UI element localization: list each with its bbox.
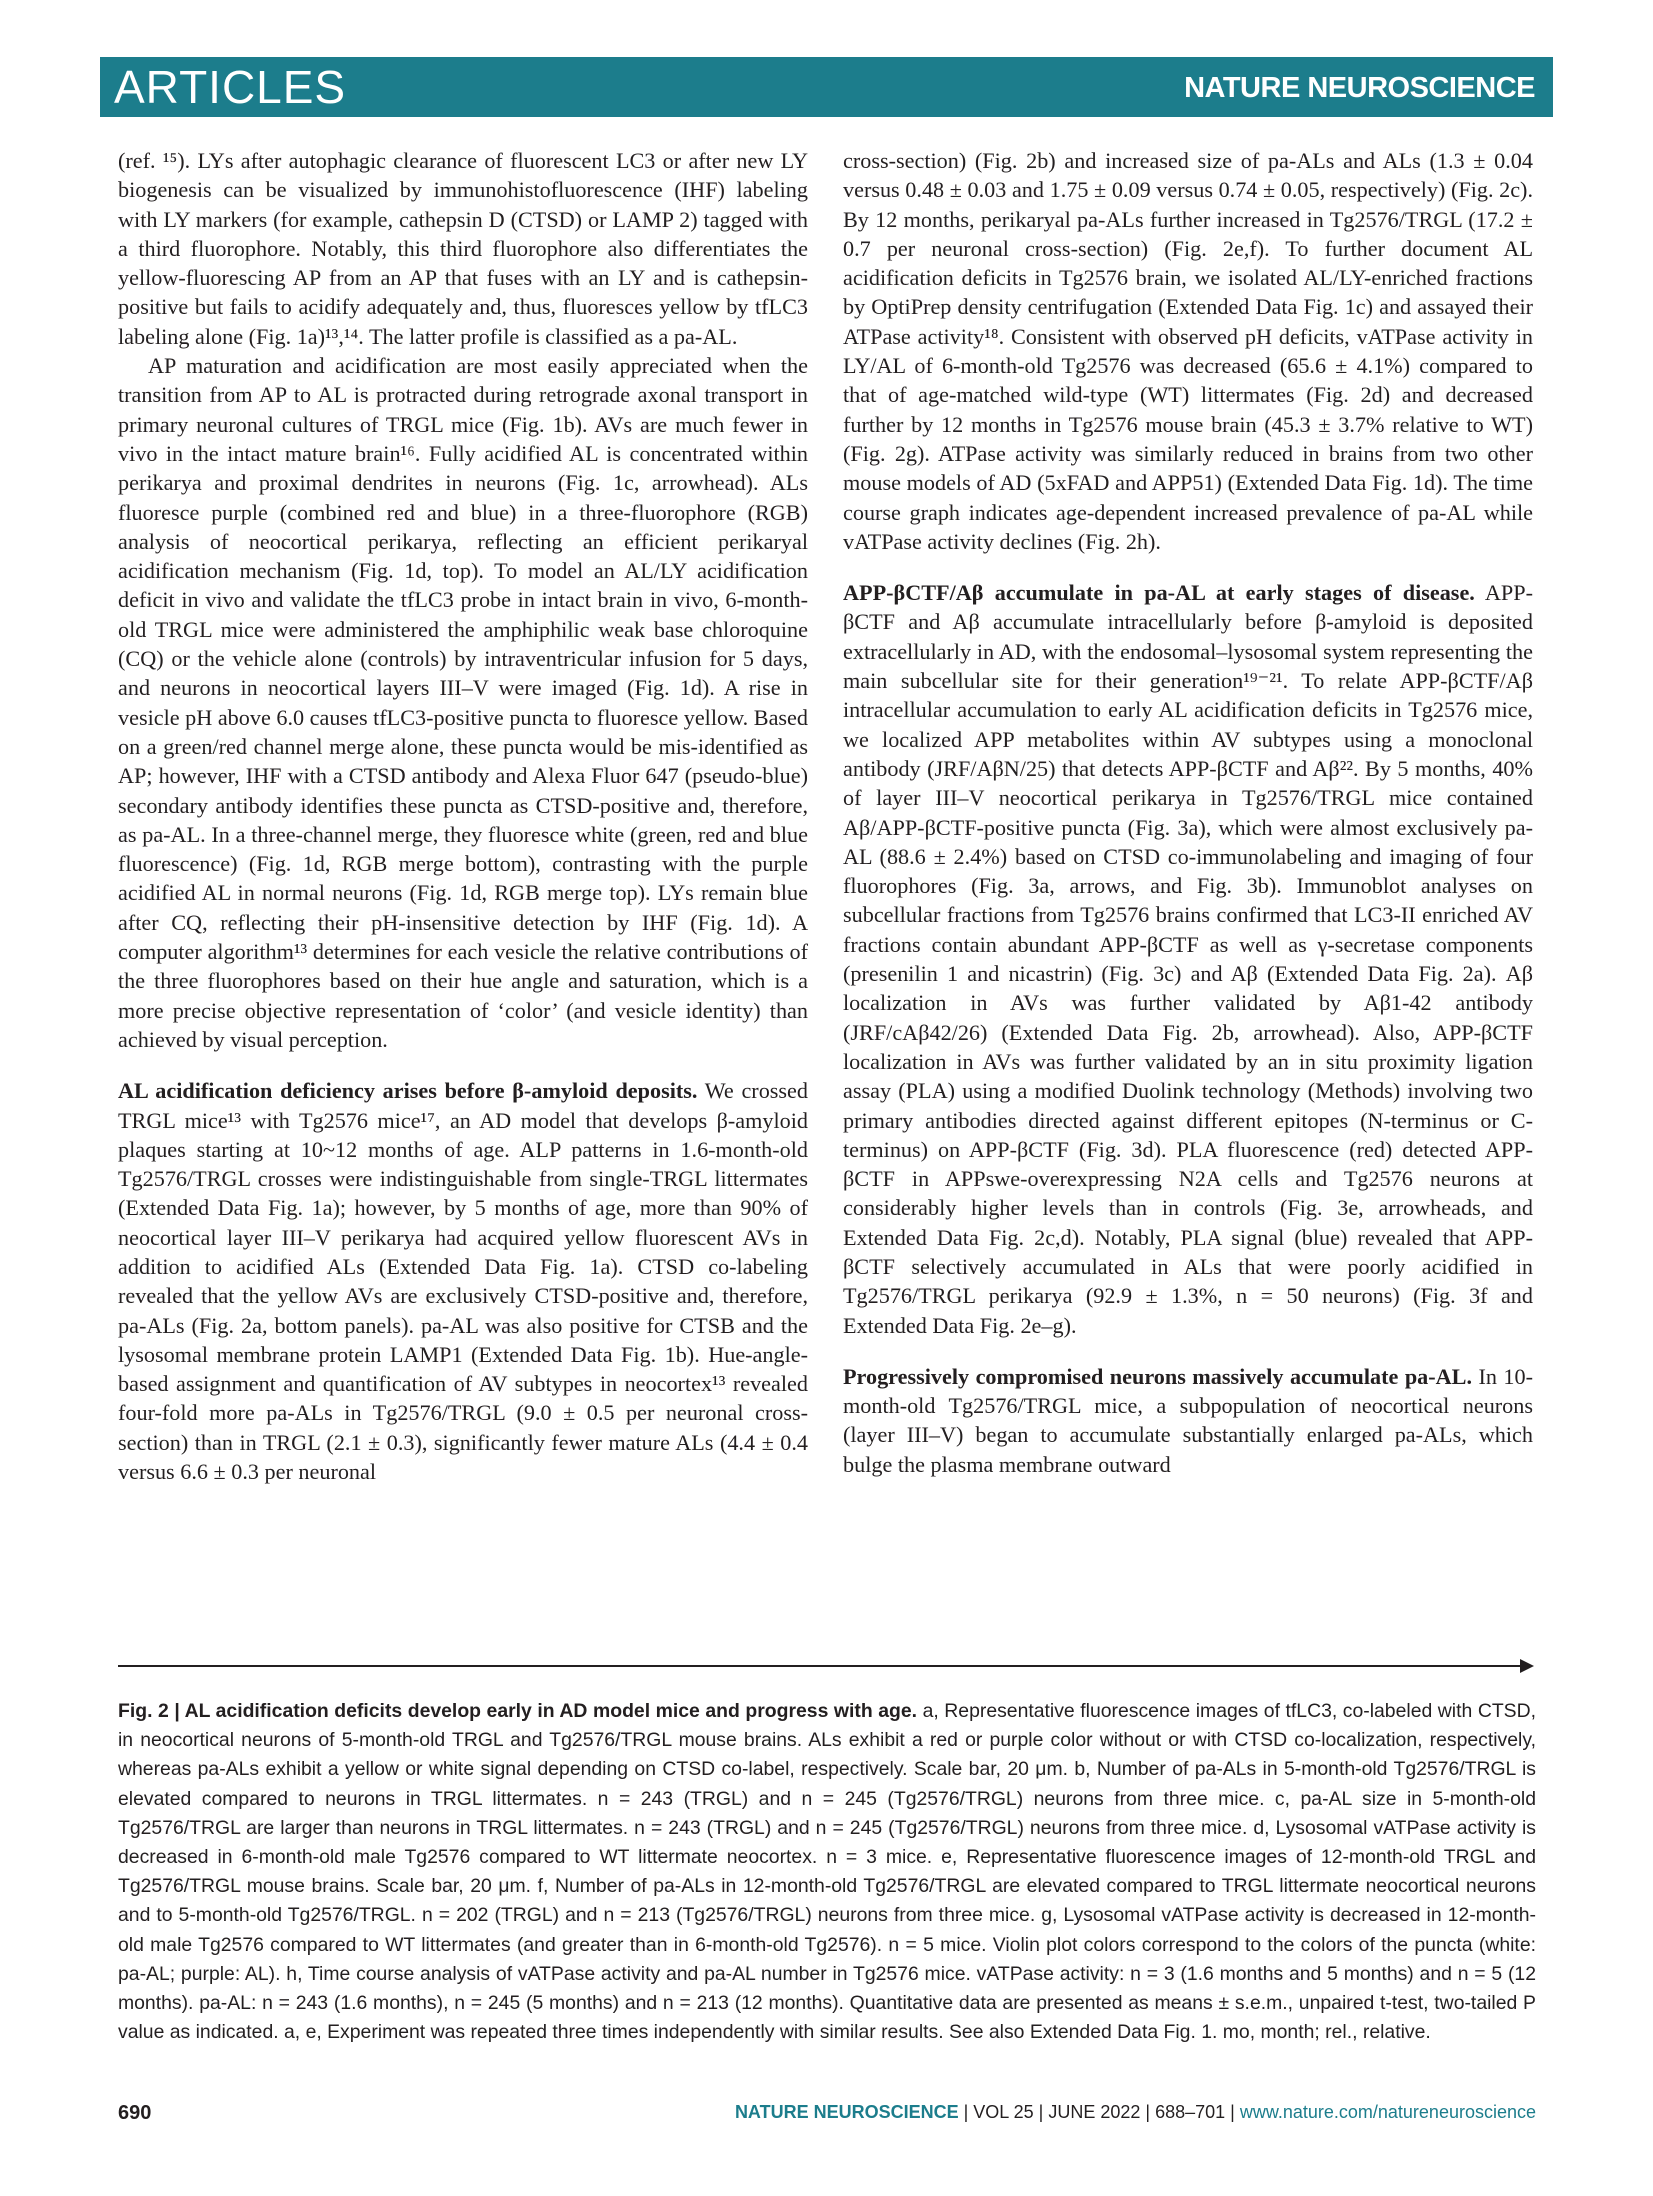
footer-journal: NATURE NEUROSCIENCE bbox=[734, 2102, 959, 2122]
paragraph: cross-section) (Fig. 2b) and increased size of pa-ALs and ALs (1.3 ± 0.04 versus 0.48 ± 0.03 and 1.75 ± 0.09 versus 0.74 ± 0.05, respectively) (Fig. 2c). By 12 months, perikaryal pa-ALs further increased in Tg2576/TRGL (17.2 ± 0.7 per neuronal cross-section) (Fig. 2e,f). To further document AL acidification deficits in Tg2576 brain, we isolated AL/LY-enriched fractions by OptiPrep density centrifugation (Extended Data Fig. 1c) and assayed their ATPase activity¹⁸. Consistent with observed pH deficits, vATPase activity in LY/AL of 6-month-old Tg2576 was decreased (65.6 ± 4.1%) compared to that of age-matched wild-type (WT) littermates (Fig. 2d) and decreased further by 12 months in Tg2576 mouse brain (45.3 ± 3.7% relative to WT) (Fig. 2g). ATPase activity was similarly reduced in brains from two other mouse models of AD (5xFAD and APP51) (Extended Data Fig. 1d). The time course graph indicates age-dependent increased prevalence of pa-AL while vATPase activity declines (Fig. 2h). bbox=[843, 148, 1533, 554]
paragraph-text: We crossed TRGL mice¹³ with Tg2576 mice¹⁷, an AD model that develops β-amyloid plaques starting at 10~12 months of age. ALP patterns in 1.6-month-old Tg2576/TRGL crosses were indistinguishable from single-TRGL littermates (Extended Data Fig. 1a); however, by 5 months of age, more than 90% of neocortical layer III–V perikarya had acquired yellow fluorescent AVs in addition to acidified ALs (Extended Data Fig. 1a). CTSD co-labeling revealed that the yellow AVs are exclusively CTSD-positive and, therefore, pa-ALs (Fig. 2a, bottom panels). pa-AL was also positive for CTSB and the lysosomal membrane protein LAMP1 (Extended Data Fig. 1b). Hue-angle-based assignment and quantification of AV subtypes in neocortex¹³ revealed four-fold more pa-ALs in Tg2576/TRGL (9.0 ± 0.5 per neuronal cross-section) than in TRGL (2.1 ± 0.3), significantly fewer mature ALs (4.4 ± 0.4 versus 6.6 ± 0.3 per neuronal bbox=[118, 1078, 808, 1485]
paragraph: (ref. ¹⁵). LYs after autophagic clearance of fluorescent LC3 or after new LY biogenesis can be visualized by immunohistofluorescence (IHF) labeling with LY markers (for example, cathepsin D (CTSD) or LAMP 2) tagged with a third fluorophore. Notably, this third fluorophore also differentiates the yellow-fluorescing AP from an AP that fuses with an LY and is cathepsin-positive but fails to acidify adequately and, thus, fluoresces yellow by tfLC3 labeling alone (Fig. 1a)¹³,¹⁴. The latter profile is classified as a pa-AL. bbox=[118, 148, 808, 349]
caption-title: Fig. 2 | AL acidification deficits develop early in AD model mice and progress with age. bbox=[118, 1700, 918, 1722]
section-paragraph bbox=[118, 1076, 808, 1486]
footer-issue: | VOL 25 | JUNE 2022 | 688–701 | bbox=[958, 2102, 1240, 2122]
caption-text: a, Representative fluorescence images of tfLC3, co-labeled with CTSD, in neocortical neurons of 5-month-old TRGL and Tg2576/TRGL mouse brains. ALs exhibit a red or purple color without or with CTSD co-localization, respectively, whereas pa-ALs exhibit a yellow or white signal depending on CTSD co-label, respectively. Scale bar, 20 μm. b, Number of pa-ALs in 5-month-old Tg2576/TRGL is elevated compared to neurons in TRGL littermates. n = 243 (TRGL) and n = 245 (Tg2576/TRGL) neurons from three mice. c, pa-AL size in 5-month-old Tg2576/TRGL are larger than neurons in TRGL littermates. n = 243 (TRGL) and n = 245 (Tg2576/TRGL) neurons from three mice. d, Lysosomal vATPase activity is decreased in 6-month-old male Tg2576 compared to WT littermate neocortex. n = 3 mice. e, Representative fluorescence images of 12-month-old TRGL and Tg2576/TRGL mouse brains. Scale bar, 20 μm. f, Number of pa-ALs in 12-month-old Tg2576/TRGL are elevated compared to TRGL littermate neocortical neurons and to 5-month-old Tg2576/TRGL. n = 202 (TRGL) and n = 213 (Tg2576/TRGL) neurons from three mice. g, Lysosomal vATPase activity is decreased in 12-month-old male Tg2576 compared to WT littermates (and greater than in 6-month-old Tg2576). n = 5 mice. Violin plot colors correspond to the colors of the puncta (white: pa-AL; purple: AL). h, Time course analysis of vATPase activity and pa-AL number in Tg2576 mice. vATPase activity: n = 3 (1.6 months and 5 months) and n = 5 (12 months). pa-AL: n = 243 (1.6 months), n = 245 (5 months) and n = 213 (12 months). Quantitative data are presented as means ± s.e.m., unpaired t-test, two-tailed P value as indicated. a, e, Experiment was repeated three times independently with similar results. See also Extended Data Fig. 1. mo, month; rel., relative. bbox=[118, 1700, 1536, 2044]
paragraph-text: APP-βCTF and Aβ accumulate intracellularly before β-amyloid is deposited extracellularly in AD, with the endosomal–lysosomal system representing the main subcellular site for their generation¹⁹⁻²¹. To relate APP-βCTF/Aβ intracellular accumulation to early AL acidification deficits in Tg2576 mice, we localized APP metabolites within AV subtypes using a monoclonal antibody (JRF/AβN/25) that detects APP-βCTF and Aβ²². By 5 months, 40% of layer III–V neocortical perikarya in Tg2576/TRGL mice contained Aβ/APP-βCTF-positive puncta (Fig. 3a), which were almost exclusively pa-AL (88.6 ± 2.4%) based on CTSD co-immunolabeling and imaging of four fluorophores (Fig. 3a, arrows, and Fig. 3b). Immunoblot analyses on subcellular fractions from Tg2576 brains confirmed that LC3-II enriched AV fractions contain abundant APP-βCTF as well as γ-secretase components (presenilin 1 and nicastrin) (Fig. 3c) and Aβ (Extended Data Fig. 2a). Aβ localization in AVs was further validated by Aβ1-42 antibody (JRF/cAβ42/26) (Extended Data Fig. 2b, arrowhead). Also, APP-βCTF localization in AVs was further validated by an in situ proximity ligation assay (PLA) using a modified Duolink technology (Methods) involving two primary antibodies directed against different epitopes (N-terminus or C-terminus) on APP-βCTF (Fig. 3d). PLA fluorescence (red) detected APP-βCTF in APPswe-overexpressing N2A cells and Tg2576 neurons at considerably higher levels than in controls (Fig. 3e, arrowheads, and Extended Data Fig. 2c,d). Notably, PLA signal (blue) revealed that APP-βCTF selectively accumulated in ALs that were poorly acidified in Tg2576/TRGL perikarya (92.9 ± 1.3%, n = 50 neurons) (Fig. 3f and Extended Data Fig. 2e–g). bbox=[843, 580, 1533, 1338]
section-heading: Progressively compromised neurons massively accumulate pa-AL. bbox=[843, 1363, 1473, 1389]
figure-caption bbox=[118, 1697, 1536, 2047]
left-column bbox=[118, 146, 808, 1486]
page-number: 690 bbox=[118, 2102, 152, 2124]
section-heading: APP-βCTF/Aβ accumulate in pa-AL at early stages of disease. bbox=[843, 580, 1475, 606]
header-banner bbox=[100, 57, 1553, 117]
section-heading: AL acidification deficiency arises before β-amyloid deposits. bbox=[118, 1078, 698, 1104]
paragraph: AP maturation and acidification are most easily appreciated when the transition from AP to AL is protracted during retrograde axonal transport in primary neuronal cultures of TRGL mice (Fig. 1b). AVs are much fewer in vivo in the intact mature brain¹⁶. Fully acidified AL is concentrated within perikarya and proximal dendrites in neurons (Fig. 1c, arrowhead). ALs fluoresce purple (combined red and blue) in a three-fluorophore (RGB) analysis of neocortical perikarya, reflecting an efficient perikaryal acidification mechanism (Fig. 1d, top). To model an AL/LY acidification deficit in vivo and validate the tfLC3 probe in intact brain in vivo, 6-month-old TRGL mice were administered the amphiphilic weak base chloroquine (CQ) or the vehicle alone (controls) by intraventricular infusion for 5 days, and neurons in neocortical layers III–V were imaged (Fig. 1d). A rise in vesicle pH above 6.0 causes tfLC3-positive puncta to fluoresce yellow. Based on a green/red channel merge alone, these puncta would be mis-identified as AP; however, IHF with a CTSD antibody and Alexa Fluor 647 (pseudo-blue) secondary antibody identifies these puncta as CTSD-positive and, therefore, as pa-AL. In a three-channel merge, they fluoresce white (green, red and blue fluorescence) (Fig. 1d, RGB merge bottom), contrasting with the purple acidified AL in normal neurons (Fig. 1d, RGB merge top). LYs remain blue after CQ, reflecting their pH-insensitive detection by IHF (Fig. 1d). A computer algorithm¹³ determines for each vesicle the relative contributions of the three fluorophores based on their hue angle and saturation, which is a more precise objective representation of ‘color’ (and vesicle identity) than achieved by visual perception. bbox=[118, 353, 808, 1052]
right-column bbox=[843, 146, 1533, 1479]
section-label: ARTICLES bbox=[114, 61, 347, 113]
caption-divider bbox=[118, 1665, 1528, 1667]
section-paragraph bbox=[843, 1362, 1533, 1479]
footer-url[interactable]: www.nature.com/natureneuroscience bbox=[1239, 2102, 1536, 2122]
footer-citation bbox=[735, 2102, 1536, 2123]
section-paragraph bbox=[843, 578, 1533, 1340]
journal-name: NATURE NEUROSCIENCE bbox=[1184, 72, 1535, 104]
paragraph-text: In 10-month-old Tg2576/TRGL mice, a subpopulation of neocortical neurons (layer III–V) began to accumulate substantially enlarged pa-ALs, which bulge the plasma membrane outward bbox=[843, 1363, 1533, 1477]
arrow-right-icon bbox=[1520, 1659, 1534, 1673]
